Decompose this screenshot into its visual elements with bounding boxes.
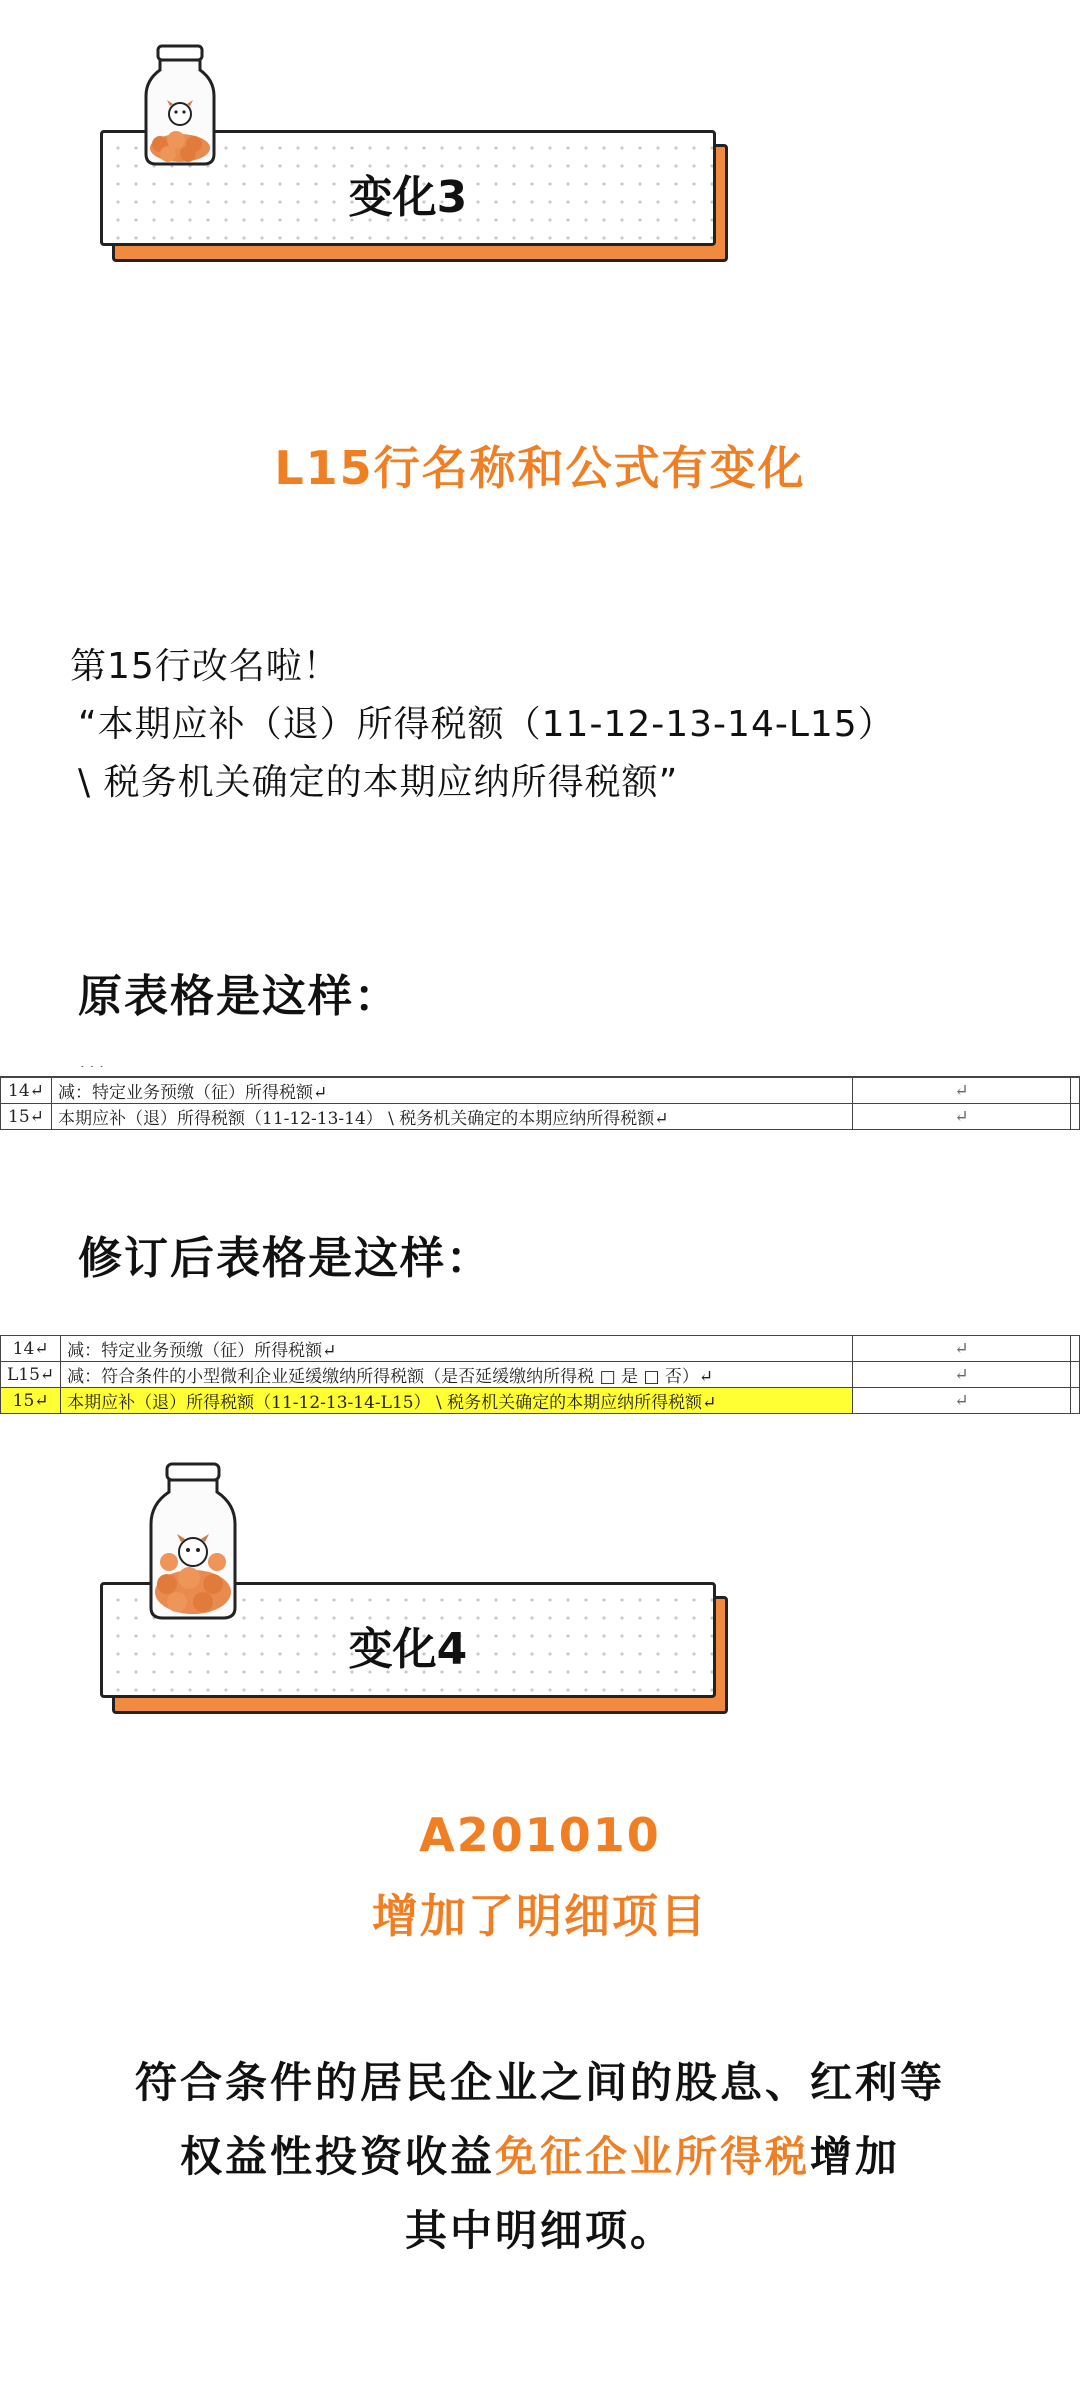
section4-body [0,2046,1080,2268]
section4-heading-text: 增加了明细项目 [372,1889,708,1943]
row-amount: ↵ [853,1078,1071,1104]
row-number: 14↵ [1,1336,61,1362]
body-line-3: 其中明细项。 [404,2206,675,2255]
body-line-1: 符合条件的居民企业之间的股息、红利等 [134,2058,945,2107]
section3-intro [70,638,895,812]
body-line-2-accent: 免征企业所得税 [494,2132,810,2181]
row-item: 减：特定业务预缴（征）所得税额↵ [61,1336,853,1362]
row-item: 减：特定业务预缴（征）所得税额↵ [52,1078,853,1104]
intro-line-2: “本期应补（退）所得税额（11-12-13-14-L15） [78,704,895,745]
row-item: 本期应补（退）所得税额（11-12-13-14-L15） \ 税务机关确定的本期应纳所得税额↵ [61,1388,853,1414]
row-amount: ↵ [853,1388,1071,1414]
row-amount: ↵ [853,1362,1071,1388]
original-table-image: · · · 14↵ 减：特定业务预缴（征）所得税额↵ ↵ 15↵ 本期应补（退）所得税额（11-12-13-14） \ 税务机关确定的本期应纳所得税额↵ ↵ [0,1066,1080,1150]
row-amount: ↵ [853,1104,1071,1130]
section4-heading-code: A201010 [419,1808,661,1862]
body-line-2-end: 增加 [810,2132,901,2181]
row-number: L15↵ [1,1362,61,1388]
revised-table-image [0,1335,1080,1414]
table-row [1,1336,1080,1362]
row-amount: ↵ [853,1336,1071,1362]
table-row-highlighted [1,1388,1080,1414]
row-item: 本期应补（退）所得税额（11-12-13-14） \ 税务机关确定的本期应纳所得税额↵ [52,1104,853,1130]
row-number: 15↵ [1,1388,61,1414]
row-number: 14↵ [1,1078,52,1104]
body-line-2-start: 权益性投资收益 [179,2132,495,2181]
intro-line-3: \ 税务机关确定的本期应纳所得税额” [78,762,679,803]
body-line-2 [0,2120,1080,2194]
table-row [1,1104,1080,1130]
card-title: 变化4 [348,1624,468,1675]
table-row [1,1078,1080,1104]
table-row [1,1362,1080,1388]
row-number: 15↵ [1,1104,52,1130]
intro-line-1: 第15行改名啦！ [70,646,340,687]
card-title: 变化3 [348,172,468,223]
candy-jar-icon [140,44,220,168]
candy-jar-icon [145,1462,240,1622]
revised-table-label: 修订后表格是这样： [78,1233,492,1284]
section3-heading: L15行名称和公式有变化 [274,441,806,495]
original-table-label: 原表格是这样： [78,971,400,1022]
row-item: 减：符合条件的小型微利企业延缓缴纳所得税额（是否延缓缴纳所得税 □ 是 □ 否）↵ [61,1362,853,1388]
